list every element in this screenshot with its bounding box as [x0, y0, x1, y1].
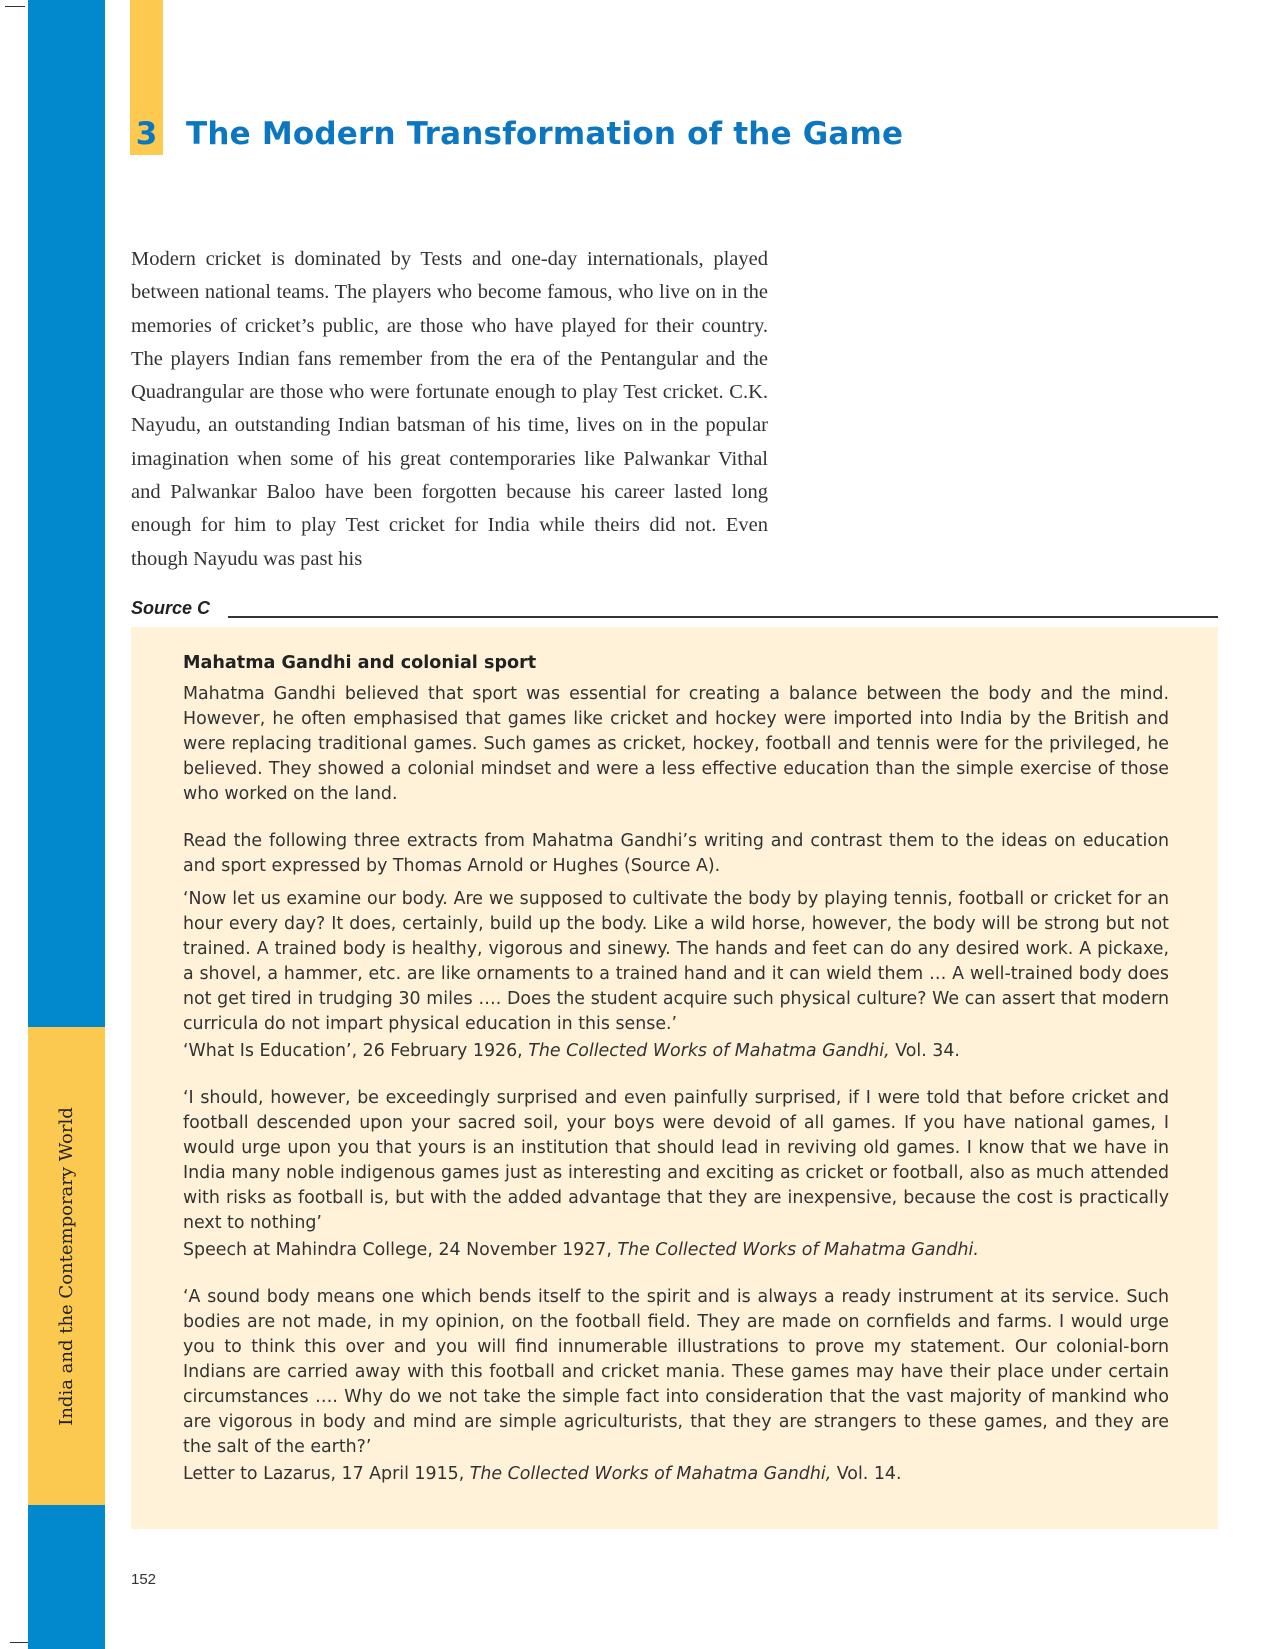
extract-quote: ‘A sound body means one which bends itself to the spirit and is always a ready instrument at its service. Such bodies are not made, in my opinion, on the football field. They are made on cornfields and farms. I would urge you to think this over and you will find innumerable illustrations to prove my statement. Our colonial-born Indians are carried away with this football and cricket mania. These games may have their place under certain circumstances …. Why do we not take the simple fact into consideration that the vast majority of mankind who are vigorous in body and mind are simple agriculturists, that they are strangers to these games, and they are the salt of the earth?’	[183, 1287, 1169, 1457]
running-title	[28, 1027, 105, 1505]
extract-citation	[183, 1039, 1169, 1064]
source-intro: Mahatma Gandhi believed that sport was essential for creating a balance between the body and the mind. However, he often emphasised that games like cricket and hockey were imported into India by the British and were replacing traditional games. Such games as cricket, hockey, football and tennis were for the privileged, he believed. They showed a colonial mindset and were a less effective education than the simple exercise of those who worked on the land.	[183, 684, 1169, 804]
extract-quote: ‘Now let us examine our body. Are we supposed to cultivate the body by playing tennis, football or cricket for an hour every day? It does, certainly, build up the body. Like a wild horse, however, the body will be strong but not trained. A trained body is healthy, vigorous and sinewy. The hands and feet can do any desired work. A pickaxe, a shovel, a hammer, etc. are like ornaments to a trained hand and it can wield them … A well-trained body does not get tired in trudging 30 miles …. Does the student acquire such physical culture? We can assert that modern curricula do not impart physical education in this sense.’	[183, 889, 1169, 1034]
body-paragraph: Modern cricket is dominated by Tests and one-day internationals, played between national teams. The players who become famous, who live on in the memories of cricket’s public, are those who have played for their country. The players Indian fans remember from the era of the Pentangular and the Quadrangular are those who were fortunate enough to play Test cricket. C.K. Nayudu, an outstanding Indian batsman of his time, lives on in the popular imagination when some of his great contemporaries like Palwankar Vithal and Palwankar Baloo have been forgotten because his career lasted long enough for him to play Test cricket for India while theirs did not. Even though Nayudu was past his	[131, 248, 768, 570]
citation-work: The Collected Works of Mahatma Gandhi,	[528, 1041, 890, 1061]
source-content	[183, 651, 1169, 1487]
citation-text: Letter to Lazarus, 17 April 1915,	[183, 1464, 470, 1484]
citation-text: Speech at Mahindra College, 24 November 1927,	[183, 1240, 618, 1260]
citation-work: The Collected Works of Mahatma Gandhi.	[617, 1240, 979, 1260]
extract-quote: ‘I should, however, be exceedingly surprised and even painfully surprised, if I were told that before cricket and football descended upon your sacred soil, your boys were devoid of all games. If you have national games, I would urge upon you that yours is an institution that should lead in reviving old games. I know that we have in India many noble indigenous games just as interesting and exciting as cricket or football, also as much attended with risks as football is, but with the added advantage that they are inexpensive, because the cost is practically next to nothing’	[183, 1088, 1169, 1233]
citation-volume: Vol. 14.	[831, 1464, 902, 1484]
source-instruction: Read the following three extracts from Mahatma Gandhi’s writing and contrast them to the ideas on education and sport expressed by Thomas Arnold or Hughes (Source A).	[183, 831, 1169, 876]
crop-mark	[10, 1642, 28, 1643]
source-heading: Mahatma Gandhi and colonial sport	[183, 653, 537, 673]
extract-citation	[183, 1238, 1169, 1263]
extract-citation	[183, 1462, 1169, 1487]
running-title-text: India and the Contemporary World	[56, 1106, 77, 1426]
source-rule	[228, 616, 1218, 618]
citation-volume: Vol. 34.	[889, 1041, 960, 1061]
crop-mark	[5, 6, 25, 7]
section-number: 3	[135, 116, 158, 152]
citation-work: The Collected Works of Mahatma Gandhi,	[469, 1464, 832, 1484]
source-label: Source C	[131, 598, 211, 618]
page-number: 152	[131, 1571, 157, 1588]
citation-text: ‘What Is Education’, 26 February 1926,	[183, 1041, 529, 1061]
section-title: The Modern Transformation of the Game	[186, 116, 904, 152]
